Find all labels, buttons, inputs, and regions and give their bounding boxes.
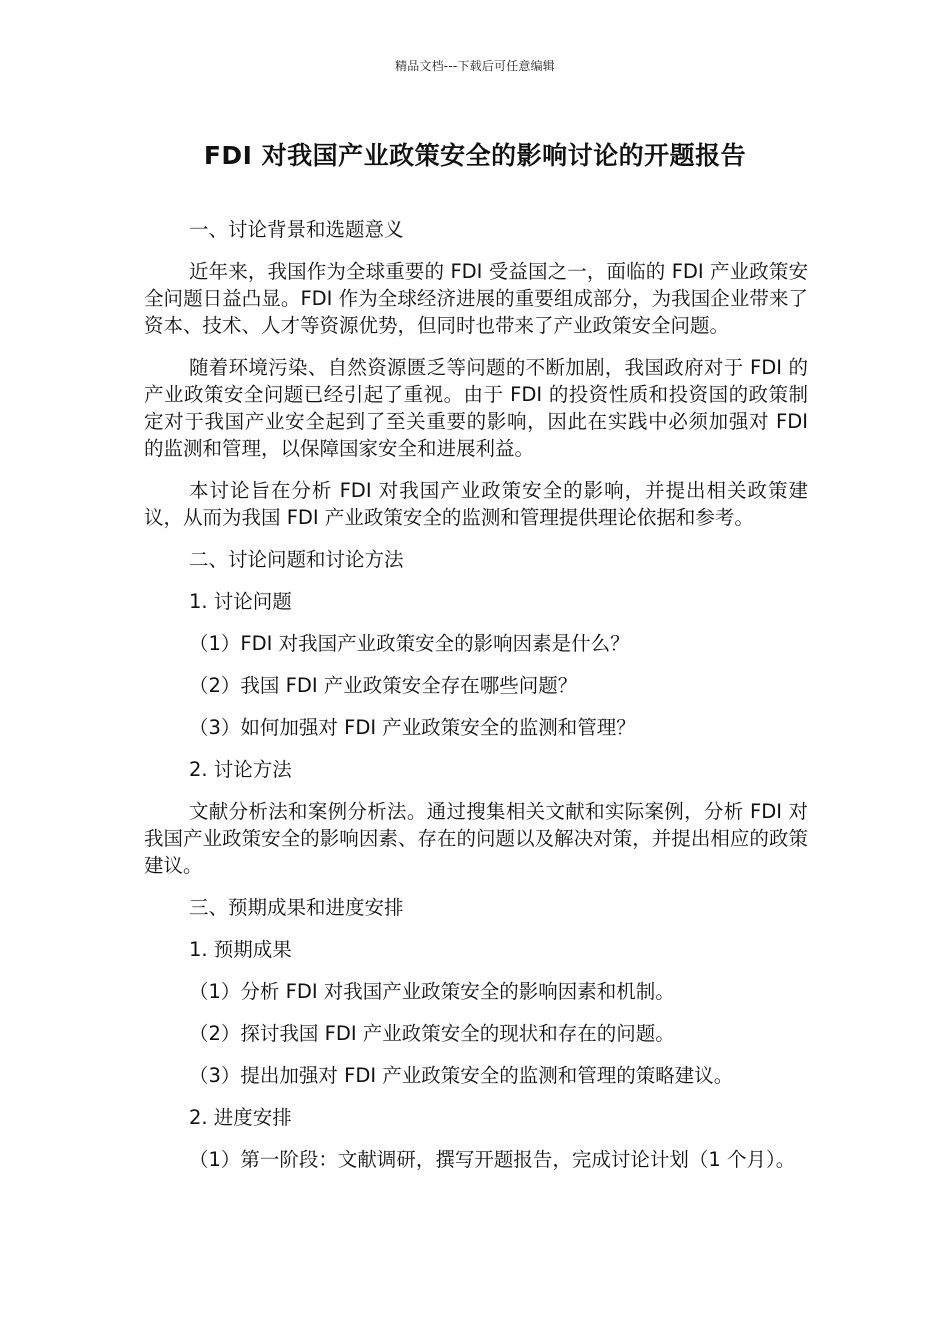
paragraph-methods: 文献分析法和案例分析法。通过搜集相关文献和实际案例，分析 FDI 对我国产业政策安全的影响因素、存在的问题以及解决对策，并提出相应的政策建议。 xyxy=(144,800,808,877)
subheading-research-methods: 2. 讨论方法 xyxy=(189,758,292,781)
document-title: FDI 对我国产业政策安全的影响讨论的开题报告 xyxy=(203,141,747,170)
paragraph-background-1: 近年来，我国作为全球重要的 FDI 受益国之一，面临的 FDI 产业政策安全问题日益凸显。FDI 作为全球经济进展的重要组成部分，为我国企业带来了资本、技术、人才等资源优势，但同时也带来了产业政策安全问题。 xyxy=(144,260,808,337)
list-item-question-3: （3）如何加强对 FDI 产业政策安全的监测和管理？ xyxy=(189,716,636,739)
section-heading-2: 二、讨论问题和讨论方法 xyxy=(189,548,404,571)
list-item-question-2: （2）我国 FDI 产业政策安全存在哪些问题？ xyxy=(189,674,578,697)
subheading-expected-results: 1. 预期成果 xyxy=(189,938,292,961)
list-item-result-2: （2）探讨我国 FDI 产业政策安全的现状和存在的问题。 xyxy=(189,1022,675,1045)
document-body xyxy=(144,216,808,1188)
paragraph-background-3: 本讨论旨在分析 FDI 对我国产业政策安全的影响，并提出相关政策建议，从而为我国 FDI 产业政策安全的监测和管理提供理论依据和参考。 xyxy=(144,479,808,529)
subheading-research-questions: 1. 讨论问题 xyxy=(189,590,292,613)
list-item-result-1: （1）分析 FDI 对我国产业政策安全的影响因素和机制。 xyxy=(189,980,675,1003)
header-note: 精品文档---下载后可任意编辑 xyxy=(395,59,555,73)
section-heading-3: 三、预期成果和进度安排 xyxy=(189,896,404,919)
list-item-question-1: （1）FDI 对我国产业政策安全的影响因素是什么？ xyxy=(189,632,630,655)
paragraph-background-2: 随着环境污染、自然资源匮乏等问题的不断加剧，我国政府对于 FDI 的产业政策安全问题已经引起了重视。由于 FDI 的投资性质和投资国的政策制定对于我国产业安全起到了至关重要的影响，因此在实践中必须加强对 FDI 的监测和管理，以保障国家安全和进展利益。 xyxy=(144,356,808,460)
list-item-result-3: （3）提出加强对 FDI 产业政策安全的监测和管理的策略建议。 xyxy=(189,1064,734,1087)
section-heading-1: 一、讨论背景和选题意义 xyxy=(189,218,404,241)
list-item-schedule-1: （1）第一阶段：文献调研，撰写开题报告，完成讨论计划（1 个月）。 xyxy=(189,1148,796,1171)
subheading-schedule: 2. 进度安排 xyxy=(189,1106,292,1129)
